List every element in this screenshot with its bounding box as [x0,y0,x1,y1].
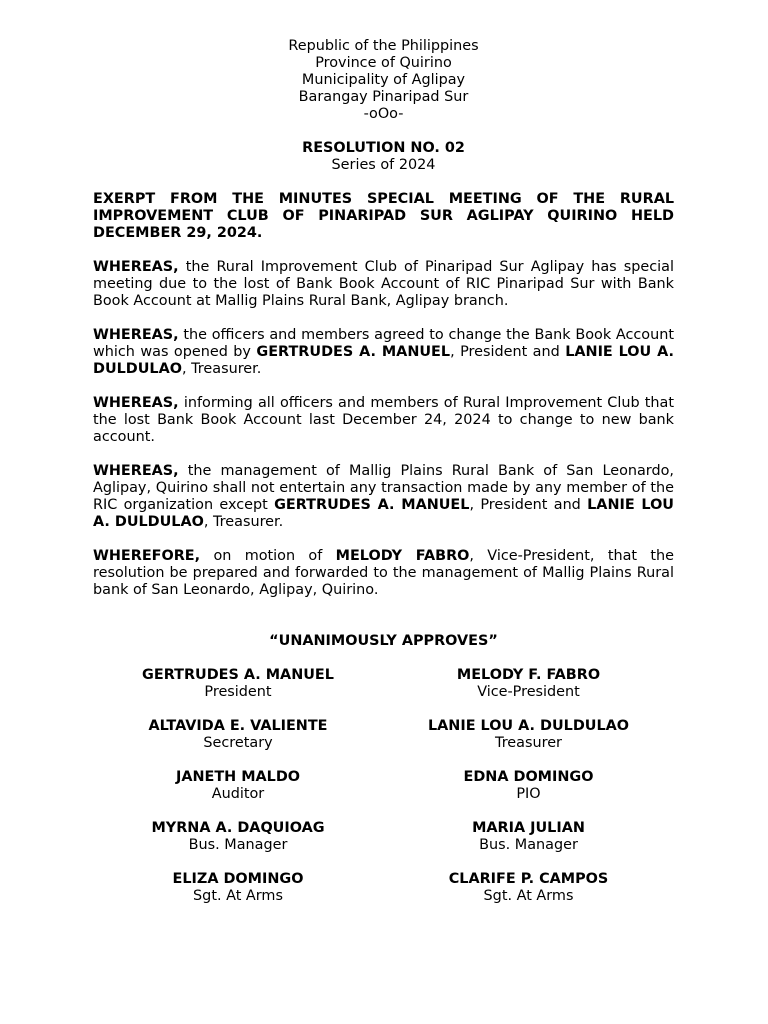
signatory [383,667,674,701]
letterhead [93,38,674,123]
bold-text: WHEREAS, [93,327,179,343]
resolution-heading [93,140,674,174]
signatory-role: Sgt. At Arms [193,888,283,904]
signatory-role: PIO [516,786,541,802]
signatory-role: Treasurer [495,735,562,751]
signatory-name: EDNA DOMINGO [463,769,594,785]
approval-statement: “UNANIMOUSLY APPROVES” [269,633,498,649]
bold-text: WHEREFORE, [93,548,201,564]
paragraph-text: on motion of [200,548,336,564]
header-separator: -oOo- [363,106,404,122]
signatory-name: MELODY F. FABRO [456,667,601,683]
signatory-role: Bus. Manager [479,837,578,853]
signatory-name: ELIZA DOMINGO [172,871,304,887]
resolution-number: RESOLUTION NO. 02 [302,140,465,156]
header-municipality: Municipality of Aglipay [301,72,466,88]
whereas-paragraph [93,259,674,310]
signatory-role: Auditor [211,786,265,802]
signatory [383,769,674,803]
header-barangay: Barangay Pinaripad Sur [298,89,469,105]
document-title: EXERPT FROM THE MINUTES SPECIAL MEETING OF THE RURAL IMPROVEMENT CLUB OF PINARIPAD SUR AGLIPAY QUIRINO HELD DECEMBER 29, 2024. [93,191,674,241]
whereas-paragraph [93,327,674,378]
signatory-name: ALTAVIDA E. VALIENTE [148,718,328,734]
signatory-name: CLARIFE P. CAMPOS [448,871,609,887]
signatory [383,718,674,752]
signatories-grid [93,667,674,905]
document-page [93,38,674,905]
signatory-role: Vice-President [477,684,580,700]
signatory [383,820,674,854]
bold-text: LANIE LOU A. DULDULAO [93,497,674,530]
resolution-series: Series of 2024 [331,157,436,173]
bold-text: WHEREAS, [93,395,179,411]
paragraph-text: the officers and members agreed to change the Bank Book Account which was opened by [93,327,674,360]
whereas-paragraph [93,548,674,599]
whereas-paragraph [93,395,674,446]
signatory [93,769,383,803]
paragraph-text: the management of Mallig Plains Rural Bank of San Leonardo, Aglipay, Quirino shall not entertain any transaction made by any member of the RIC organization except [93,463,674,513]
whereas-paragraph [93,463,674,531]
header-country: Republic of the Philippines [288,38,479,54]
bold-text: GERTRUDES A. MANUEL [256,344,451,360]
signatory-role: President [204,684,272,700]
signatory [383,871,674,905]
paragraph-text: , Treasurer. [203,514,284,530]
bold-text: WHEREAS, [93,463,179,479]
signatory [93,820,383,854]
header-province: Province of Quirino [315,55,452,71]
paragraph-text: , Treasurer. [181,361,262,377]
signatory-name: GERTRUDES A. MANUEL [142,667,334,683]
bold-text: WHEREAS, [93,259,179,275]
signatory [93,871,383,905]
resolution-body [93,259,674,599]
signatory-name: LANIE LOU A. DULDULAO [428,718,629,734]
paragraph-text: , President and [469,497,588,513]
bold-text: GERTRUDES A. MANUEL [274,497,470,513]
bold-text: LANIE LOU A. DULDULAO [93,344,674,377]
signatory [93,667,383,701]
signatory-name: MARIA JULIAN [472,820,585,836]
bold-text: MELODY FABRO [335,548,470,564]
signatory-role: Secretary [203,735,273,751]
signatory-name: JANETH MALDO [175,769,301,785]
paragraph-text: informing all officers and members of Rural Improvement Club that the lost Bank Book Account last December 24, 2024 to change to new bank account. [93,395,674,445]
paragraph-text: , Vice-President, that the resolution be prepared and forwarded to the management of Mallig Plains Rural bank of San Leonardo, Aglipay, Quirino. [93,548,675,598]
paragraph-text: , President and [450,344,566,360]
signatory-role: Sgt. At Arms [483,888,574,904]
signatory [93,718,383,752]
signatory-role: Bus. Manager [188,837,288,853]
paragraph-text: the Rural Improvement Club of Pinaripad Sur Aglipay has special meeting due to the lost of Bank Book Account of RIC Pinaripad Sur with Bank Book Account at Mallig Plains Rural Bank, Aglipay branch. [93,259,674,309]
signatory-name: MYRNA A. DAQUIOAG [151,820,325,836]
